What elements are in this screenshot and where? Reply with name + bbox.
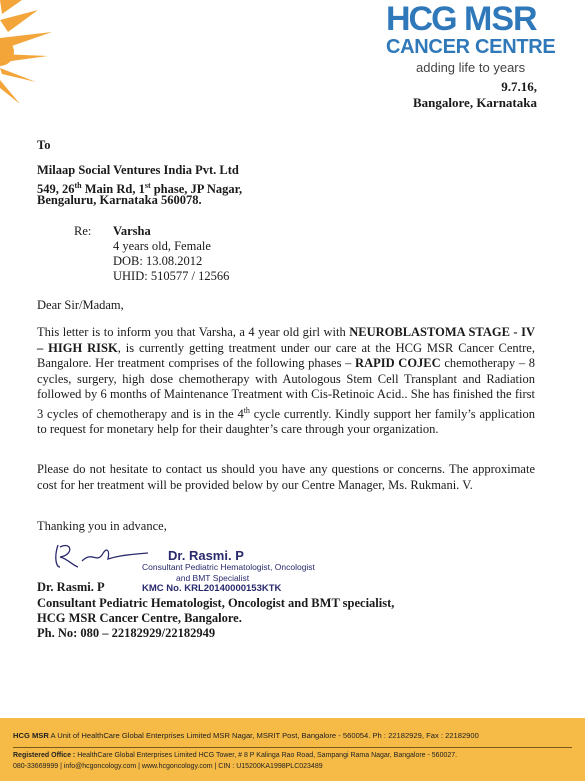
- stamp-line-1: Consultant Pediatric Hematologist, Oncologist: [142, 562, 315, 572]
- sun-logo-graphic: [0, 0, 70, 110]
- patient-name: Varsha: [113, 224, 151, 238]
- patient-dob: DOB: 13.08.2012: [113, 254, 203, 268]
- patient-details: [113, 224, 229, 284]
- diagnosis: NEUROBLASTOMA STAGE - IV – HIGH RISK: [37, 325, 535, 355]
- logo-tagline: adding life to years: [416, 60, 526, 75]
- stamp-name: Dr. Rasmi. P: [168, 548, 244, 563]
- signatory-name: Dr. Rasmi. P: [37, 580, 105, 594]
- logo-brand-suffix: MSR: [464, 0, 537, 38]
- footer-line-3: 080-33669999 | info@hcgoncology.com | www.hcgoncology.com | CIN : U15200KA1998PLC023489: [13, 763, 323, 770]
- logo-brand: HCG: [386, 0, 456, 38]
- letter-date: 9.7.16,: [501, 79, 537, 94]
- recipient-address: [37, 163, 242, 208]
- footer-line-1: HCG MSR A Unit of HealthCare Global Enterprises Limited MSR Nagar, MSRIT Post, Bangalore - 560054. Ph : 22182929, Fax : 22182900: [13, 731, 479, 740]
- footer-line-2: Registered Office : HealthCare Global Enterprises Limited HCG Tower, # 8 P Kalinga Rao Road, Sampangi Rama Nagar, Bangalore - 560027.: [13, 752, 458, 759]
- letterhead-footer: [0, 718, 585, 781]
- doctor-stamp: [130, 562, 315, 584]
- signatory-org: HCG MSR Cancer Centre, Bangalore.: [37, 611, 242, 625]
- body-paragraph-2: Please do not hesitate to contact us should you have any questions or concerns. The approximate cost for her treatment will be provided below by our Centre Manager, Ms. Rukmani. V.: [37, 462, 535, 492]
- patient-uhid: UHID: 510577 / 12566: [113, 269, 230, 283]
- logo-subtitle: CANCER CENTRE: [386, 36, 556, 58]
- stamp-kmc-number: KMC No. KRL20140000153KTK: [142, 583, 282, 594]
- recipient-line-2: 549, 26th Main Rd, 1st phase, JP Nagar,: [37, 181, 243, 197]
- letter-place: Bangalore, Karnataka: [413, 95, 537, 110]
- hospital-logo: [386, 2, 576, 75]
- recipient-line-1: Milaap Social Ventures India Pvt. Ltd: [37, 163, 239, 177]
- recipient-line-3: Bengaluru, Karnataka 560078.: [37, 193, 202, 207]
- closing-line: Thanking you in advance,: [37, 519, 167, 533]
- chemo-protocol: RAPID COJEC: [355, 356, 441, 370]
- body-paragraph-1: This letter is to inform you that Varsha, a 4 year old girl with NEUROBLASTOMA STAGE - IV – HIGH RISK, is currently getting treatment under our care at the HCG MSR Cancer Centre, Bangalore. Her treatment comprises of the following phases – RAPID COJEC chemotherapy – 8 cycles, surgery, high dose chemotherapy with Autologous Stem Cell Transplant and Radiation followed by 6 months of Maintenance Treatment with Cis-Retinoic Acid.. She has finished the first 3 cycles of chemotherapy and is in the 4th cycle currently. Kindly support her family’s application to request for monetary help for their daughter’s care through your organization.: [37, 325, 535, 437]
- date-place-block: [413, 79, 537, 111]
- salutation: Dear Sir/Madam,: [37, 298, 124, 312]
- re-label: Re:: [74, 224, 92, 238]
- to-label: To: [37, 138, 51, 152]
- signatory-title: Consultant Pediatric Hematologist, Oncologist and BMT specialist,: [37, 596, 395, 610]
- footer-divider: [13, 747, 572, 748]
- patient-age: 4 years old, Female: [113, 239, 211, 253]
- signatory-phone: Ph. No: 080 – 22182929/22182949: [37, 626, 216, 640]
- stamp-line-2: and BMT Specialist: [176, 573, 250, 583]
